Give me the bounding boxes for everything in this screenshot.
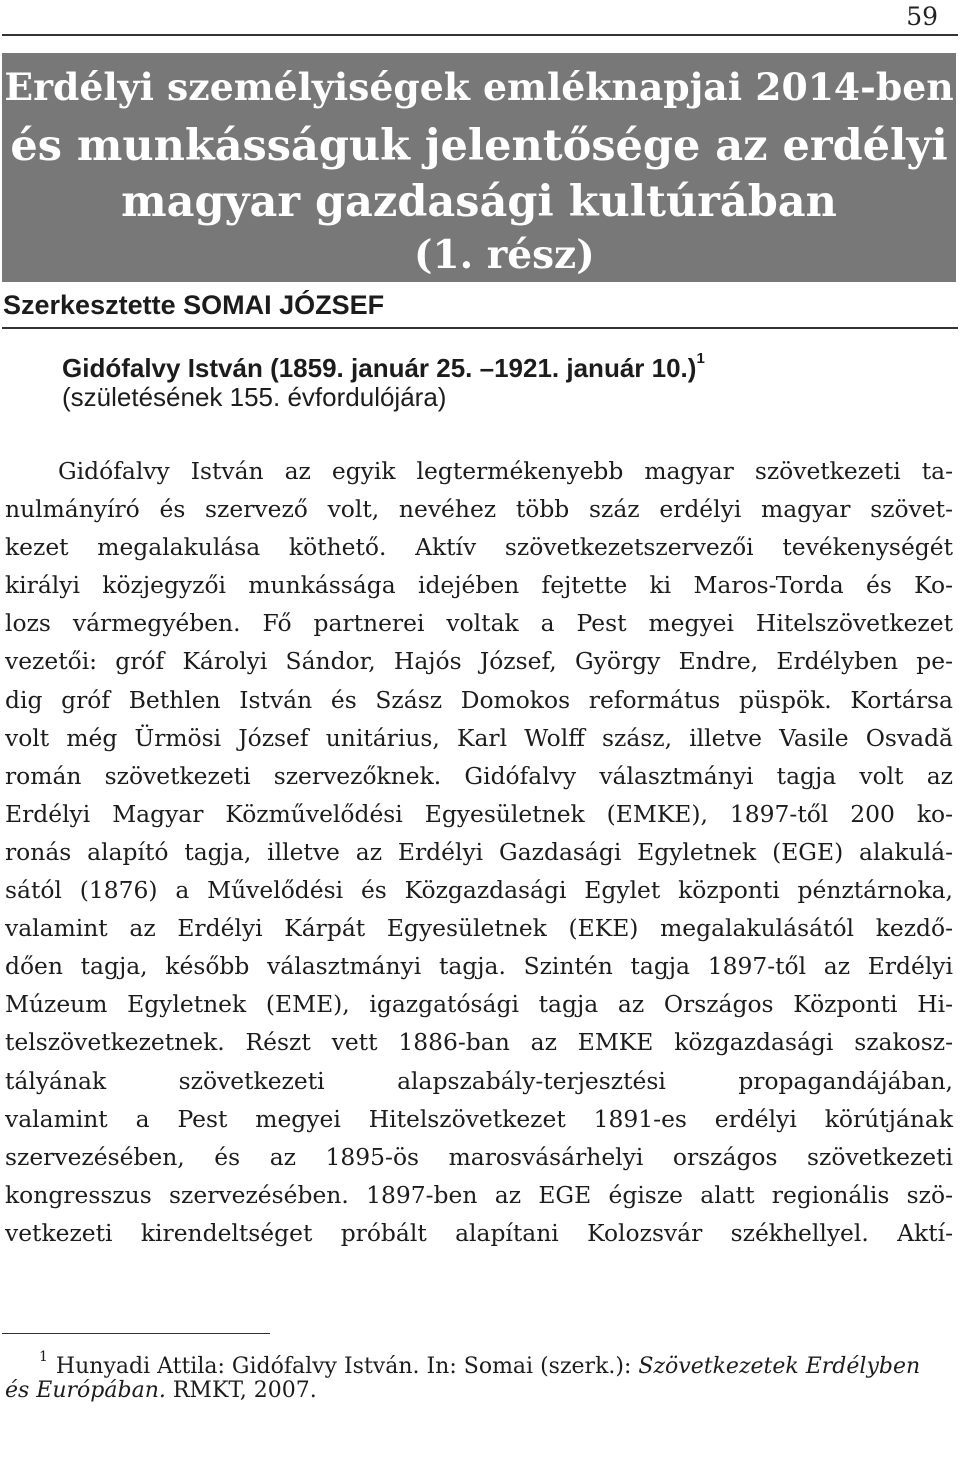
title-line-1: Erdélyi személyiségek emléknapjai 2014-ben: [4, 65, 954, 109]
footnote-line-2: [5, 1374, 955, 1408]
person-name-dates-text: Gidófalvy István (1859. január 25. –1921. január 10.): [62, 353, 697, 383]
title-line-3: magyar gazdasági kultúrában: [121, 177, 837, 227]
body-line: valamint a Pest megyei Hitelszövetkezet 1891-es erdélyi körútjának: [5, 1104, 953, 1133]
footnote-book-title-1: Szövetkezetek Erdélyben: [638, 1354, 921, 1379]
page-number: 59: [906, 2, 938, 31]
footnote-rule: [2, 1333, 270, 1334]
body-line: volt még Ürmösi József unitárius, Karl Wolff szász, illetve Vasile Osvadă: [5, 723, 953, 752]
body-line: román szövetkezeti szervezőknek. Gidófalvy választmányi tagja volt az: [5, 761, 953, 790]
body-line: vetkezeti kirendeltséget próbált alapítani Kolozsvár székhellyel. Aktí-: [5, 1218, 953, 1247]
body-line: dően tagja, később választmányi tagja. Szintén tagja 1897-től az Erdélyi: [5, 952, 953, 981]
body-line: dig gróf Bethlen István és Szász Domokos református püspök. Kortársa: [5, 685, 953, 714]
section-heading: [62, 340, 942, 416]
body-line: telszövetkezetnek. Részt vett 1886-ban az EMKE közgazdasági szakosz-: [5, 1028, 953, 1057]
footnote-number: 1: [39, 1349, 48, 1365]
title-banner: [2, 53, 956, 282]
person-name-dates: [62, 340, 942, 383]
body-line: Erdélyi Magyar Közművelődési Egyesületnek (EMKE), 1897-től 200 ko-: [5, 799, 953, 828]
body-line: ronás alapító tagja, illetve az Erdélyi Gazdasági Egyletnek (EGE) alakulá-: [5, 837, 953, 866]
body-line: Múzeum Egyletnek (EME), igazgatósági tagja az Országos Központi Hi-: [5, 990, 953, 1019]
editor-credit: Szerkesztette SOMAI JÓZSEF: [3, 290, 385, 320]
body-line: szervezésében, és az 1895-ös marosvásárhelyi országos szövetkezeti: [5, 1142, 953, 1171]
body-line: kezet megalakulása köthető. Aktív szövetkezetszervezői tevékenységét: [5, 533, 953, 562]
body-line: vezetői: gróf Károlyi Sándor, Hajós József, György Endre, Erdélyben pe-: [5, 647, 953, 676]
body-line: nulmányíró és szervező volt, nevéhez több száz erdélyi magyar szövet-: [5, 495, 953, 524]
body-line: kongresszus szervezésében. 1897-ben az EGE égisze alatt regionális szö-: [5, 1180, 953, 1209]
anniversary-note: (születésének 155. évfordulójára): [62, 382, 447, 412]
title-line-2: és munkásságuk jelentősége az erdélyi: [10, 121, 948, 171]
title-part-label: (1. rész): [414, 232, 595, 278]
body-line: sától (1876) a Művelődési és Közgazdasági Egylet központi pénztárnoka,: [5, 876, 953, 905]
body-line: lozs vármegyében. Fő partnerei voltak a Pest megyei Hitelszövetkezet: [5, 609, 953, 638]
footnote-publisher: RMKT, 2007.: [165, 1378, 317, 1403]
body-line: királyi közjegyzői munkássága idejében fejtette ki Maros-Torda és Ko-: [5, 571, 953, 600]
body-paragraph: [5, 452, 953, 1252]
header-rule: [2, 34, 958, 36]
footnote-line-1: [5, 1340, 955, 1379]
footnote-ref: 1: [696, 350, 705, 367]
body-line: valamint az Erdélyi Kárpát Egyesületnek (EKE) megalakulásától kezdő-: [5, 914, 953, 943]
body-line: Gidófalvy István az egyik legtermékenyebb magyar szövetkezeti ta-: [58, 457, 953, 485]
footnote-book-title-2: és Európában.: [5, 1378, 166, 1403]
body-line: tályának szövetkezeti alapszabály-terjesztési propagandájában,: [5, 1066, 953, 1095]
editor-rule: [2, 327, 958, 329]
footnote: [5, 1340, 955, 1408]
footnote-text: Hunyadi Attila: Gidófalvy István. In: Somai (szerk.):: [55, 1354, 639, 1379]
